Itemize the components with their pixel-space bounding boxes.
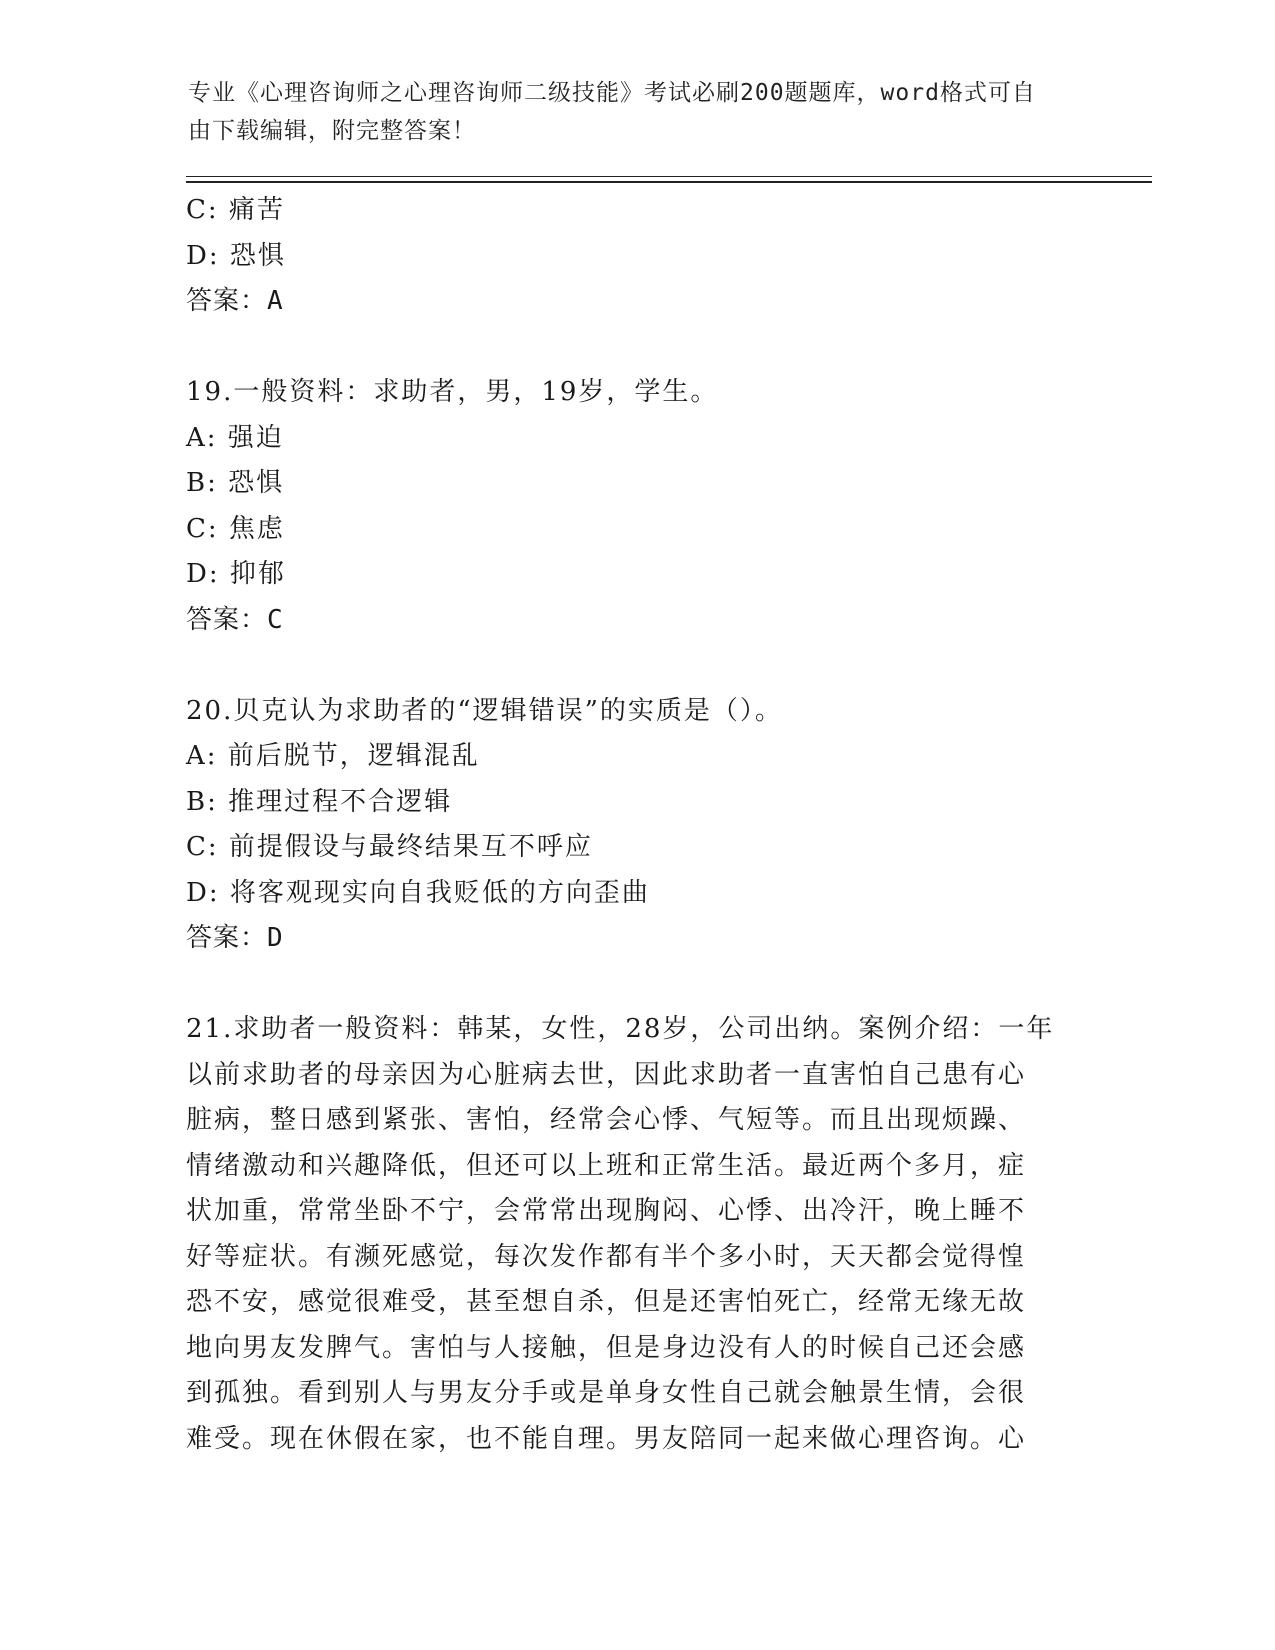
option-a: A: 强迫 xyxy=(186,422,284,453)
question-text-line: 恐不安，感觉很难受，甚至想自杀，但是还害怕死亡，经常无缘无故 xyxy=(186,1287,1027,1317)
option-d: D: 抑郁 xyxy=(186,559,286,589)
answer-line xyxy=(186,598,1086,644)
question-stem: 19.一般资料：求助者，男，19岁，学生。 xyxy=(186,377,719,407)
question-stem: 20.贝克认为求助者的“逻辑错误”的实质是（）。 xyxy=(186,695,783,726)
question-text-line: 好等症状。有濒死感觉，每次发作都有半个多小时，天天都会觉得惶 xyxy=(186,1241,1027,1272)
question-list xyxy=(186,188,1086,1462)
header-rule-thick xyxy=(186,181,1152,183)
page-header xyxy=(188,74,1068,150)
option-b: B: 恐惧 xyxy=(186,468,285,498)
answer-line xyxy=(186,279,1086,325)
answer-value: D xyxy=(267,923,284,953)
question-text-line: 难受。现在休假在家，也不能自理。男友陪同一起来做心理咨询。心 xyxy=(186,1423,1027,1454)
option-c: C: 前提假设与最终结果互不呼应 xyxy=(186,832,593,862)
option-c: C: 焦虑 xyxy=(186,513,285,544)
question-text-line: 地向男友发脾气。害怕与人接触，但是身边没有人的时候自己还会感 xyxy=(186,1332,1027,1363)
question-18-tail xyxy=(186,188,1086,325)
option-d: D: 恐惧 xyxy=(186,240,286,271)
spacer xyxy=(186,643,1086,689)
question-20 xyxy=(186,689,1086,962)
spacer xyxy=(186,962,1086,1008)
question-text-line: 状加重，常常坐卧不宁，会常常出现胸闷、心悸、出冷汗，晚上睡不 xyxy=(186,1196,1027,1226)
spacer xyxy=(186,325,1086,371)
question-text-line: 以前求助者的母亲因为心脏病去世，因此求助者一直害怕自己患有心 xyxy=(186,1059,1027,1090)
answer-value: A xyxy=(267,286,284,316)
answer-label: 答案： xyxy=(186,286,268,316)
option-a: A: 前后脱节，逻辑混乱 xyxy=(186,741,480,771)
question-21 xyxy=(186,1007,1066,1462)
answer-label: 答案： xyxy=(186,604,268,635)
question-19 xyxy=(186,370,1086,643)
question-text-line: 到孤独。看到别人与男友分手或是单身女性自己就会触景生情，会很 xyxy=(186,1378,1027,1408)
header-line-1: 专业《心理咨询师之心理咨询师二级技能》考试必刷200题题库，word格式可自 xyxy=(188,80,1036,106)
question-text-line: 情绪激动和兴趣降低，但还可以上班和正常生活。最近两个多月，症 xyxy=(186,1150,1027,1181)
answer-line xyxy=(186,916,1086,962)
question-text-line: 脏病，整日感到紧张、害怕，经常会心悸、气短等。而且出现烦躁、 xyxy=(186,1105,1027,1135)
answer-value: C xyxy=(267,604,284,635)
header-rule-thin xyxy=(186,176,1152,177)
option-d: D: 将客观现实向自我贬低的方向歪曲 xyxy=(186,877,650,908)
option-c: C: 痛苦 xyxy=(186,195,285,225)
header-line-2: 由下载编辑，附完整答案！ xyxy=(188,118,476,144)
answer-label: 答案： xyxy=(186,923,268,953)
question-text-line: 21.求助者一般资料：韩某，女性，28岁，公司出纳。案例介绍：一年 xyxy=(186,1014,1055,1044)
option-b: B: 推理过程不合逻辑 xyxy=(186,786,453,817)
